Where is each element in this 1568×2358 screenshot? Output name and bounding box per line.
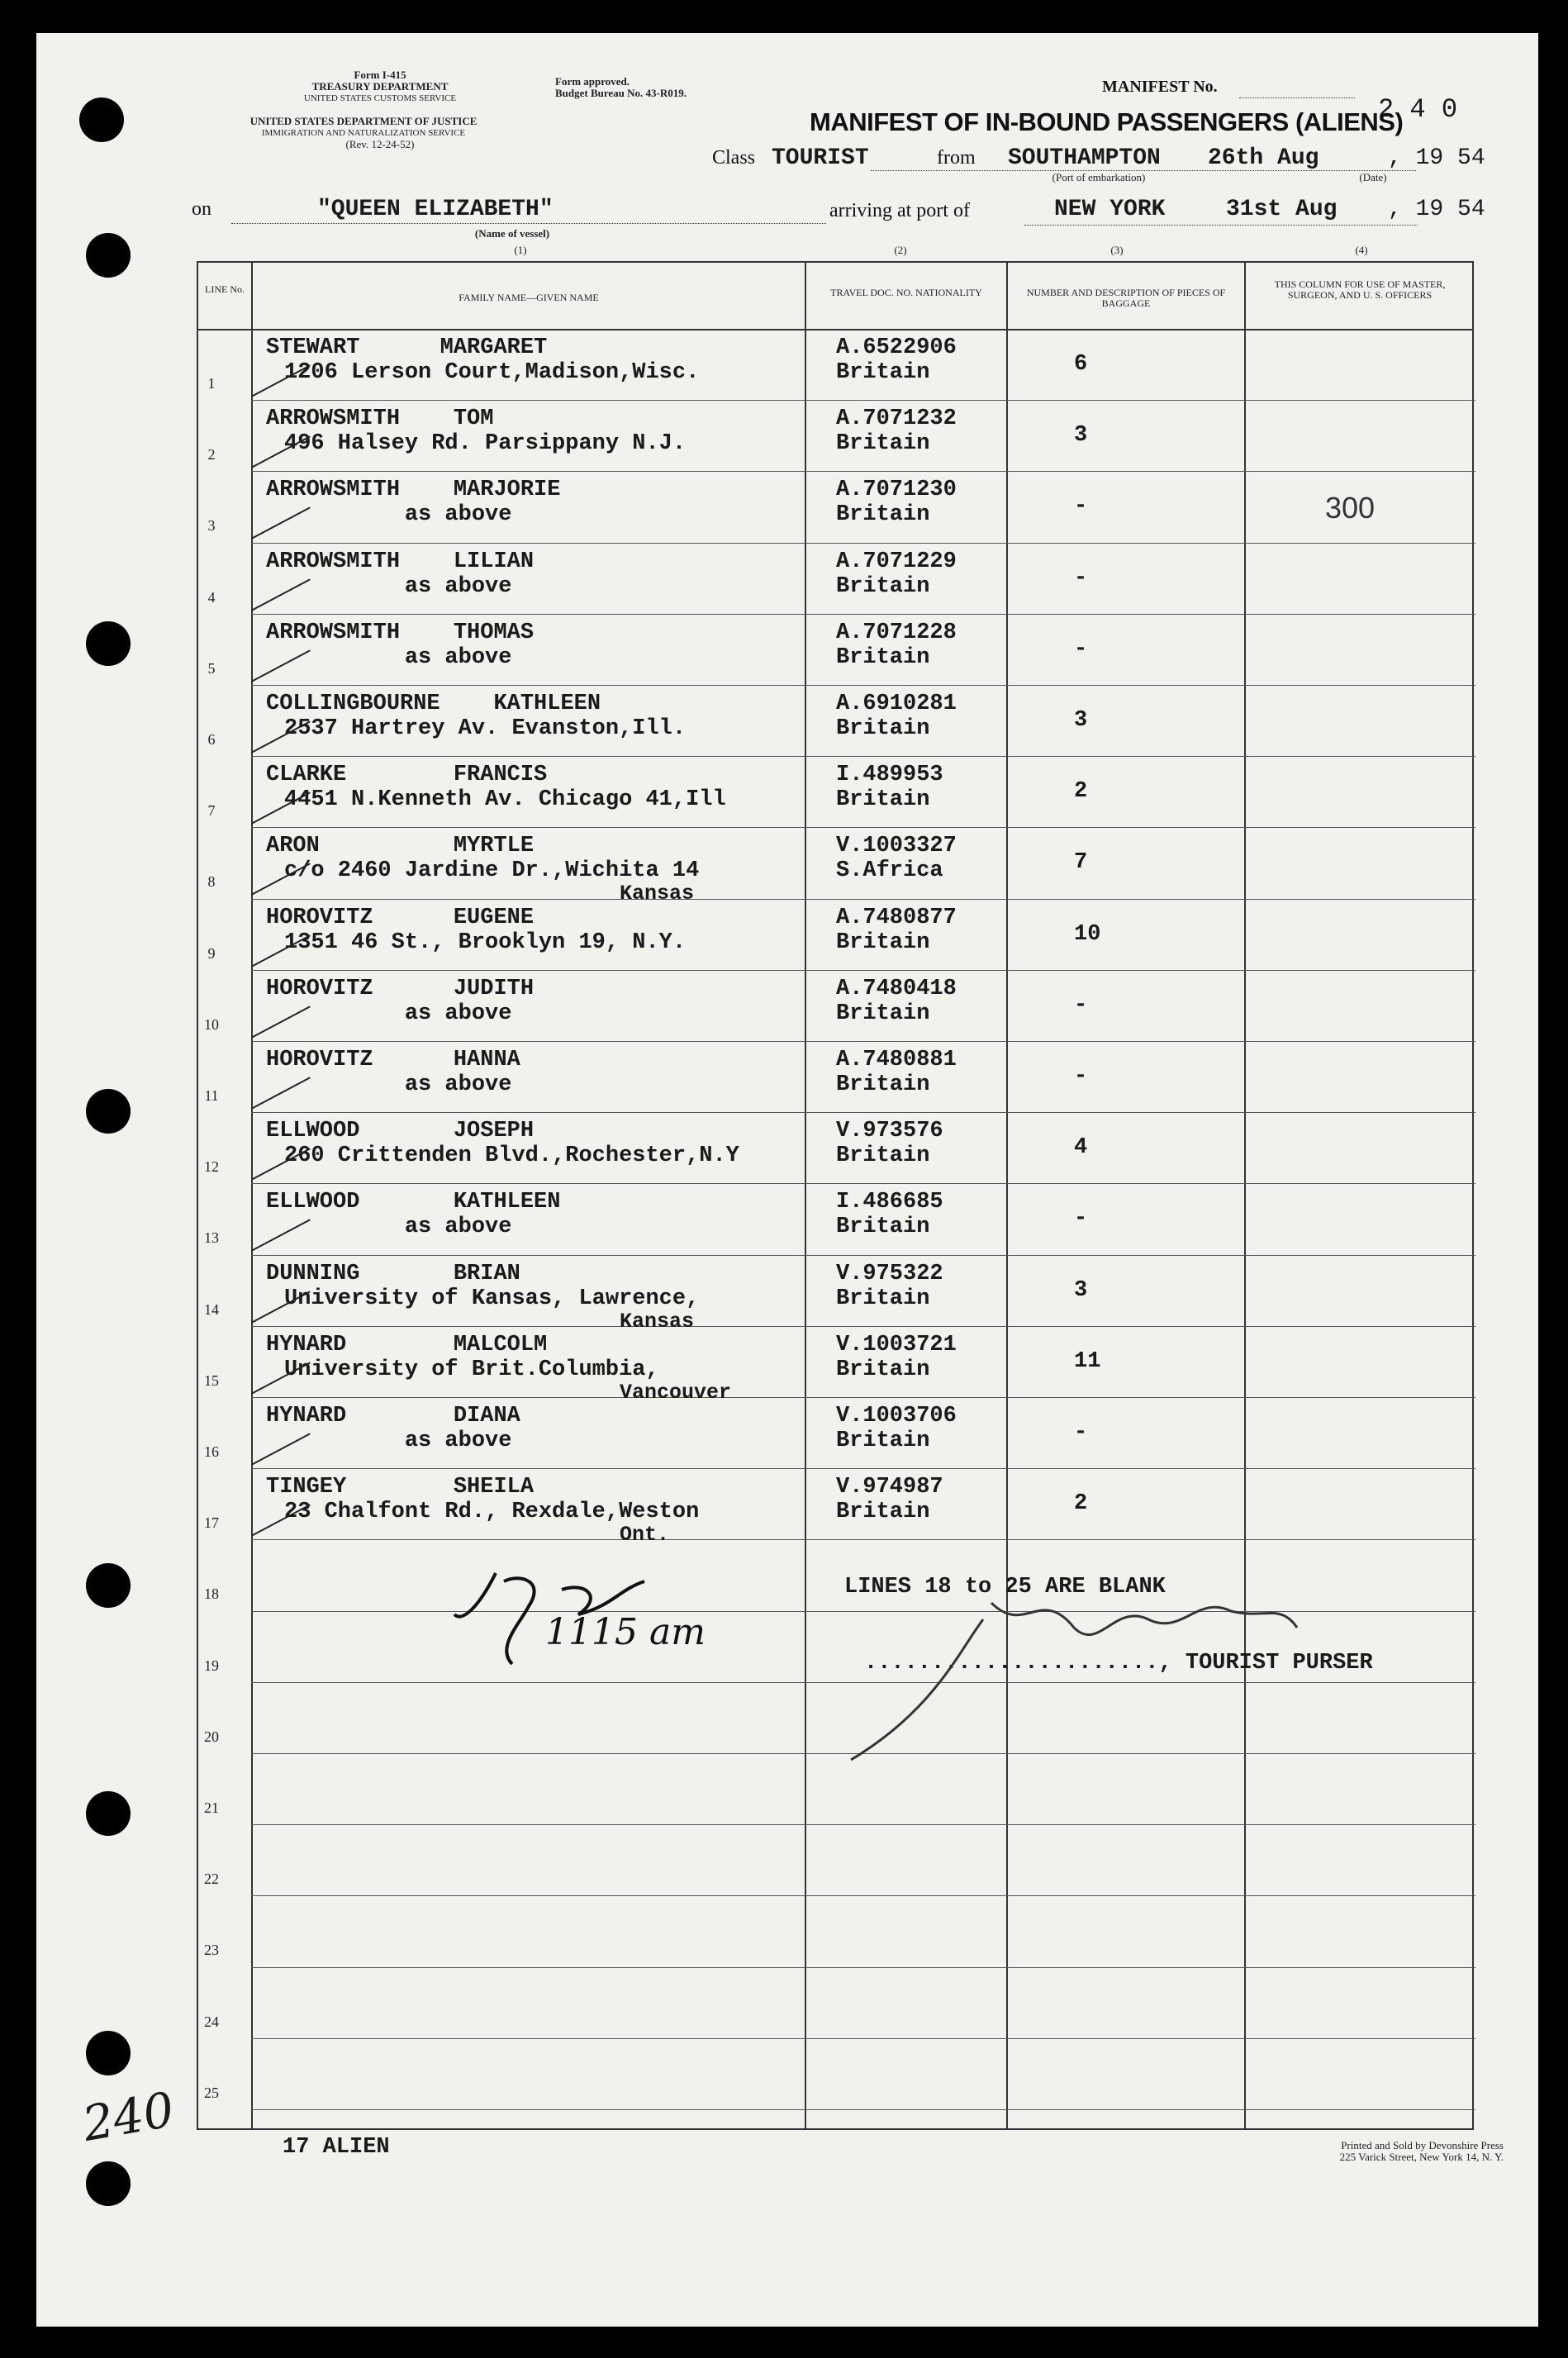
line-number: 7: [207, 802, 216, 820]
arrival-port: NEW YORK: [1054, 197, 1166, 222]
travel-doc-number: A.7480877: [836, 905, 957, 930]
col-doc-header: TRAVEL DOC. NO. NATIONALITY: [830, 287, 982, 298]
nationality: Britain: [836, 431, 930, 457]
travel-doc-number: V.974987: [836, 1475, 943, 1500]
form-number: Form I-415: [354, 69, 406, 81]
baggage-count: 4: [1074, 1135, 1088, 1161]
printer-name: Printed and Sold by Devonshire Press: [1341, 2139, 1504, 2151]
passenger-address-line2: Kansas: [620, 882, 695, 906]
line-number: 14: [204, 1300, 219, 1318]
baggage-count: -: [1074, 992, 1088, 1018]
passenger-address: as above: [284, 1072, 512, 1097]
line-number: 5: [207, 659, 216, 677]
baggage-count: 2: [1074, 1491, 1088, 1517]
passenger-name: HOROVITZ JUDITH: [266, 976, 535, 1001]
margin-number: 240: [78, 2080, 178, 2153]
travel-doc-number: V.1003327: [836, 834, 957, 859]
arrival-year: , 19 54: [1388, 197, 1485, 222]
travel-doc-number: I.486685: [836, 1190, 943, 1215]
passenger-address: as above: [284, 573, 512, 599]
date-caption: (Date): [1359, 171, 1387, 183]
passenger-table: [197, 261, 1474, 2130]
nationality: Britain: [836, 787, 930, 813]
manifest-no-label: MANIFEST No.: [1102, 78, 1218, 96]
table-row: [198, 685, 1472, 756]
travel-doc-number: A.7480418: [836, 976, 957, 1001]
col-number-3: (3): [1110, 244, 1124, 256]
table-row: [198, 1468, 1472, 1547]
form-revision: (Rev. 12-24-52): [345, 138, 415, 150]
nationality: Britain: [836, 1143, 930, 1169]
passenger-name: CLARKE FRANCIS: [266, 763, 548, 788]
nationality: Britain: [836, 1072, 930, 1097]
depart-date: 26th Aug: [1208, 145, 1319, 171]
passenger-name: HOROVITZ EUGENE: [266, 905, 535, 930]
line-number: 18: [204, 1585, 219, 1603]
passenger-address: as above: [284, 1215, 512, 1240]
line-number: 6: [207, 731, 216, 748]
line-number: 1: [207, 375, 216, 392]
nationality: Britain: [836, 502, 930, 528]
travel-doc-number: A.7071228: [836, 620, 957, 645]
passenger-name: DUNNING BRIAN: [266, 1261, 520, 1286]
passenger-address: University of Brit.Columbia,: [284, 1357, 659, 1382]
line-number: 24: [204, 2013, 219, 2030]
line-number: 23: [204, 1942, 219, 1959]
line-number: 10: [204, 1015, 219, 1033]
nationality: Britain: [836, 1286, 930, 1311]
baggage-count: 11: [1074, 1348, 1101, 1374]
class-value: TOURIST: [772, 145, 869, 171]
travel-doc-number: V.975322: [836, 1261, 943, 1286]
travel-doc-number: A.7071230: [836, 478, 957, 503]
table-row: [198, 400, 1472, 471]
table-row: [198, 899, 1472, 970]
nationality: Britain: [836, 716, 930, 741]
nationality: Britain: [836, 1357, 930, 1382]
nationality: Britain: [836, 360, 930, 385]
line-number: 4: [207, 588, 216, 606]
col-number-1: (1): [514, 244, 527, 256]
baggage-count: 7: [1074, 850, 1088, 876]
class-label: Class: [712, 147, 756, 169]
passenger-name: ARROWSMITH THOMAS: [266, 620, 535, 645]
table-row: [198, 543, 1472, 614]
arrival-date: 31st Aug: [1226, 197, 1338, 222]
col-number-4: (4): [1355, 244, 1368, 256]
col-officers-header: THIS COLUMN FOR USE OF MASTER, SURGEON, AND U. S. OFFICERS: [1274, 278, 1446, 301]
baggage-count: 3: [1074, 1277, 1088, 1303]
from-label: from: [937, 147, 976, 169]
vessel-name: "QUEEN ELIZABETH": [317, 197, 554, 222]
nationality: Britain: [836, 1215, 930, 1240]
manifest-number: 2 4 0: [1378, 94, 1458, 125]
line-number: 13: [204, 1229, 219, 1247]
passenger-address: as above: [284, 502, 512, 528]
customs-service: UNITED STATES CUSTOMS SERVICE: [303, 93, 457, 103]
table-row: [198, 1041, 1472, 1112]
line-number: 11: [204, 1087, 219, 1104]
travel-doc-number: V.1003721: [836, 1332, 957, 1357]
line-number: 21: [204, 1799, 219, 1816]
line-number: 25: [204, 2084, 219, 2101]
baggage-count: -: [1074, 565, 1088, 591]
baggage-count: -: [1074, 494, 1088, 520]
punch-hole: [79, 97, 124, 142]
signature-time: 1115 am: [545, 1611, 706, 1653]
table-row: [198, 970, 1472, 1041]
travel-doc-number: V.1003706: [836, 1404, 957, 1429]
printer-address: 225 Varick Street, New York 14, N. Y.: [1339, 2151, 1504, 2163]
passenger-name: HYNARD DIANA: [266, 1404, 520, 1429]
passenger-address: as above: [284, 1001, 512, 1026]
line-number: 19: [204, 1657, 219, 1674]
punch-hole: [86, 1563, 131, 1608]
nationality: Britain: [836, 1500, 930, 1525]
table-row: [198, 1326, 1472, 1405]
nationality: Britain: [836, 573, 930, 599]
table-row: [198, 1967, 1472, 2038]
passenger-address: as above: [284, 644, 512, 670]
passenger-address: as above: [284, 1429, 512, 1453]
passenger-address: 2537 Hartrey Av. Evanston,Ill.: [284, 716, 687, 741]
baggage-count: 6: [1074, 352, 1088, 377]
punch-hole: [86, 233, 131, 278]
arriving-label: arriving at port of: [829, 200, 970, 221]
passenger-name: ELLWOOD JOSEPH: [266, 1119, 535, 1144]
line-number: 3: [207, 517, 216, 535]
travel-doc-number: A.6522906: [836, 335, 957, 360]
nationality: Britain: [836, 929, 930, 955]
passenger-name: ARROWSMITH MARJORIE: [266, 478, 561, 503]
form-approved: Form approved.: [555, 75, 630, 88]
passenger-name: HYNARD MALCOLM: [266, 1332, 548, 1357]
baggage-count: 3: [1074, 423, 1088, 449]
punch-hole: [86, 1089, 131, 1134]
baggage-count: -: [1074, 636, 1088, 662]
passenger-name: ARROWSMITH LILIAN: [266, 549, 535, 574]
travel-doc-number: I.489953: [836, 763, 943, 788]
col-number-2: (2): [894, 244, 907, 256]
officer-note: 300: [1325, 491, 1376, 525]
line-number: 17: [204, 1514, 219, 1532]
nationality: Britain: [836, 1001, 930, 1026]
table-row: [198, 1255, 1472, 1334]
line-number: 12: [204, 1158, 219, 1176]
passenger-address: 1206 Lerson Court,Madison,Wisc.: [284, 360, 700, 385]
travel-doc-number: A.7071232: [836, 406, 957, 432]
justice-dept: UNITED STATES DEPARTMENT OF JUSTICE: [249, 115, 478, 127]
table-row: [198, 2038, 1472, 2109]
punch-hole: [86, 2161, 131, 2206]
budget-bureau: Budget Bureau No. 43-R019.: [555, 87, 687, 99]
passenger-name: COLLINGBOURNE KATHLEEN: [266, 692, 601, 716]
baggage-count: 3: [1074, 708, 1088, 733]
baggage-count: -: [1074, 1420, 1088, 1445]
passenger-address: 1351 46 St., Brooklyn 19, N.Y.: [284, 929, 687, 955]
passenger-address-line2: Vancouver: [620, 1380, 732, 1405]
passenger-name: TINGEY SHEILA: [266, 1475, 535, 1500]
passenger-address: 260 Crittenden Blvd.,Rochester,N.Y: [284, 1143, 739, 1169]
passenger-name: ARROWSMITH TOM: [266, 406, 494, 432]
table-row: [198, 756, 1472, 827]
table-row: [198, 471, 1472, 542]
passenger-address: 23 Chalfont Rd., Rexdale,Weston: [284, 1500, 700, 1525]
table-row: [198, 827, 1472, 906]
embark-caption: (Port of embarkation): [1052, 171, 1146, 183]
baggage-count: -: [1074, 1064, 1088, 1089]
passenger-name: STEWART MARGARET: [266, 335, 548, 360]
vessel-caption: (Name of vessel): [474, 227, 550, 240]
punch-hole: [86, 2031, 131, 2075]
purser-signature: [834, 1570, 1330, 1768]
col-baggage-header: NUMBER AND DESCRIPTION OF PIECES OF BAGGAGE: [1026, 287, 1226, 309]
line-number: 22: [204, 1871, 219, 1888]
baggage-count: 2: [1074, 779, 1088, 805]
passenger-address: 4451 N.Kenneth Av. Chicago 41,Ill: [284, 787, 726, 813]
travel-doc-number: A.7071229: [836, 549, 957, 574]
line-number: 2: [207, 446, 216, 464]
passenger-address: c/o 2460 Jardine Dr.,Wichita 14: [284, 858, 700, 884]
table-row: [198, 1824, 1472, 1895]
table-row: [198, 329, 1472, 400]
passenger-address-line2: Kansas: [620, 1309, 695, 1334]
line-number: 16: [204, 1443, 219, 1460]
manifest-title: MANIFEST OF IN-BOUND PASSENGERS (ALIENS): [810, 107, 1404, 136]
passenger-address: University of Kansas, Lawrence,: [284, 1286, 700, 1311]
passenger-name: HOROVITZ HANNA: [266, 1048, 520, 1072]
treasury-dept: TREASURY DEPARTMENT: [311, 80, 449, 93]
table-row: [198, 1397, 1472, 1468]
purser-signature-line: ......................, TOURIST PURSER: [864, 1651, 1373, 1676]
travel-doc-number: A.6910281: [836, 692, 957, 716]
embark-port: SOUTHAMPTON: [1008, 145, 1161, 171]
travel-doc-number: V.973576: [836, 1119, 943, 1144]
alien-count: 17 ALIEN: [283, 2135, 390, 2160]
table-row: [198, 1112, 1472, 1183]
table-row: [198, 1183, 1472, 1254]
passenger-name: ELLWOOD KATHLEEN: [266, 1190, 561, 1215]
passenger-name: ARON MYRTLE: [266, 834, 535, 859]
travel-doc-number: A.7480881: [836, 1048, 957, 1072]
punch-hole: [86, 621, 131, 666]
line-number: 9: [207, 944, 216, 962]
blank-lines-note: LINES 18 to 25 ARE BLANK: [844, 1575, 1166, 1600]
baggage-count: 10: [1074, 921, 1101, 947]
baggage-count: -: [1074, 1206, 1088, 1232]
line-number: 8: [207, 873, 216, 891]
line-number: 15: [204, 1372, 219, 1389]
table-row: [198, 1895, 1472, 1966]
on-label: on: [192, 198, 211, 220]
punch-hole: [86, 1791, 131, 1836]
passenger-address-line2: Ont.: [620, 1523, 670, 1547]
nationality: Britain: [836, 644, 930, 670]
col-name-header: FAMILY NAME—GIVEN NAME: [459, 292, 599, 303]
depart-year: , 19 54: [1388, 145, 1485, 171]
table-row: [198, 614, 1472, 685]
col-line-header: LINE No.: [205, 283, 245, 295]
immigration-service: IMMIGRATION AND NATURALIZATION SERVICE: [261, 128, 466, 138]
nationality: Britain: [836, 1429, 930, 1453]
passenger-address: 496 Halsey Rd. Parsippany N.J.: [284, 431, 687, 457]
line-number: 20: [204, 1728, 219, 1745]
nationality: S.Africa: [836, 858, 943, 884]
